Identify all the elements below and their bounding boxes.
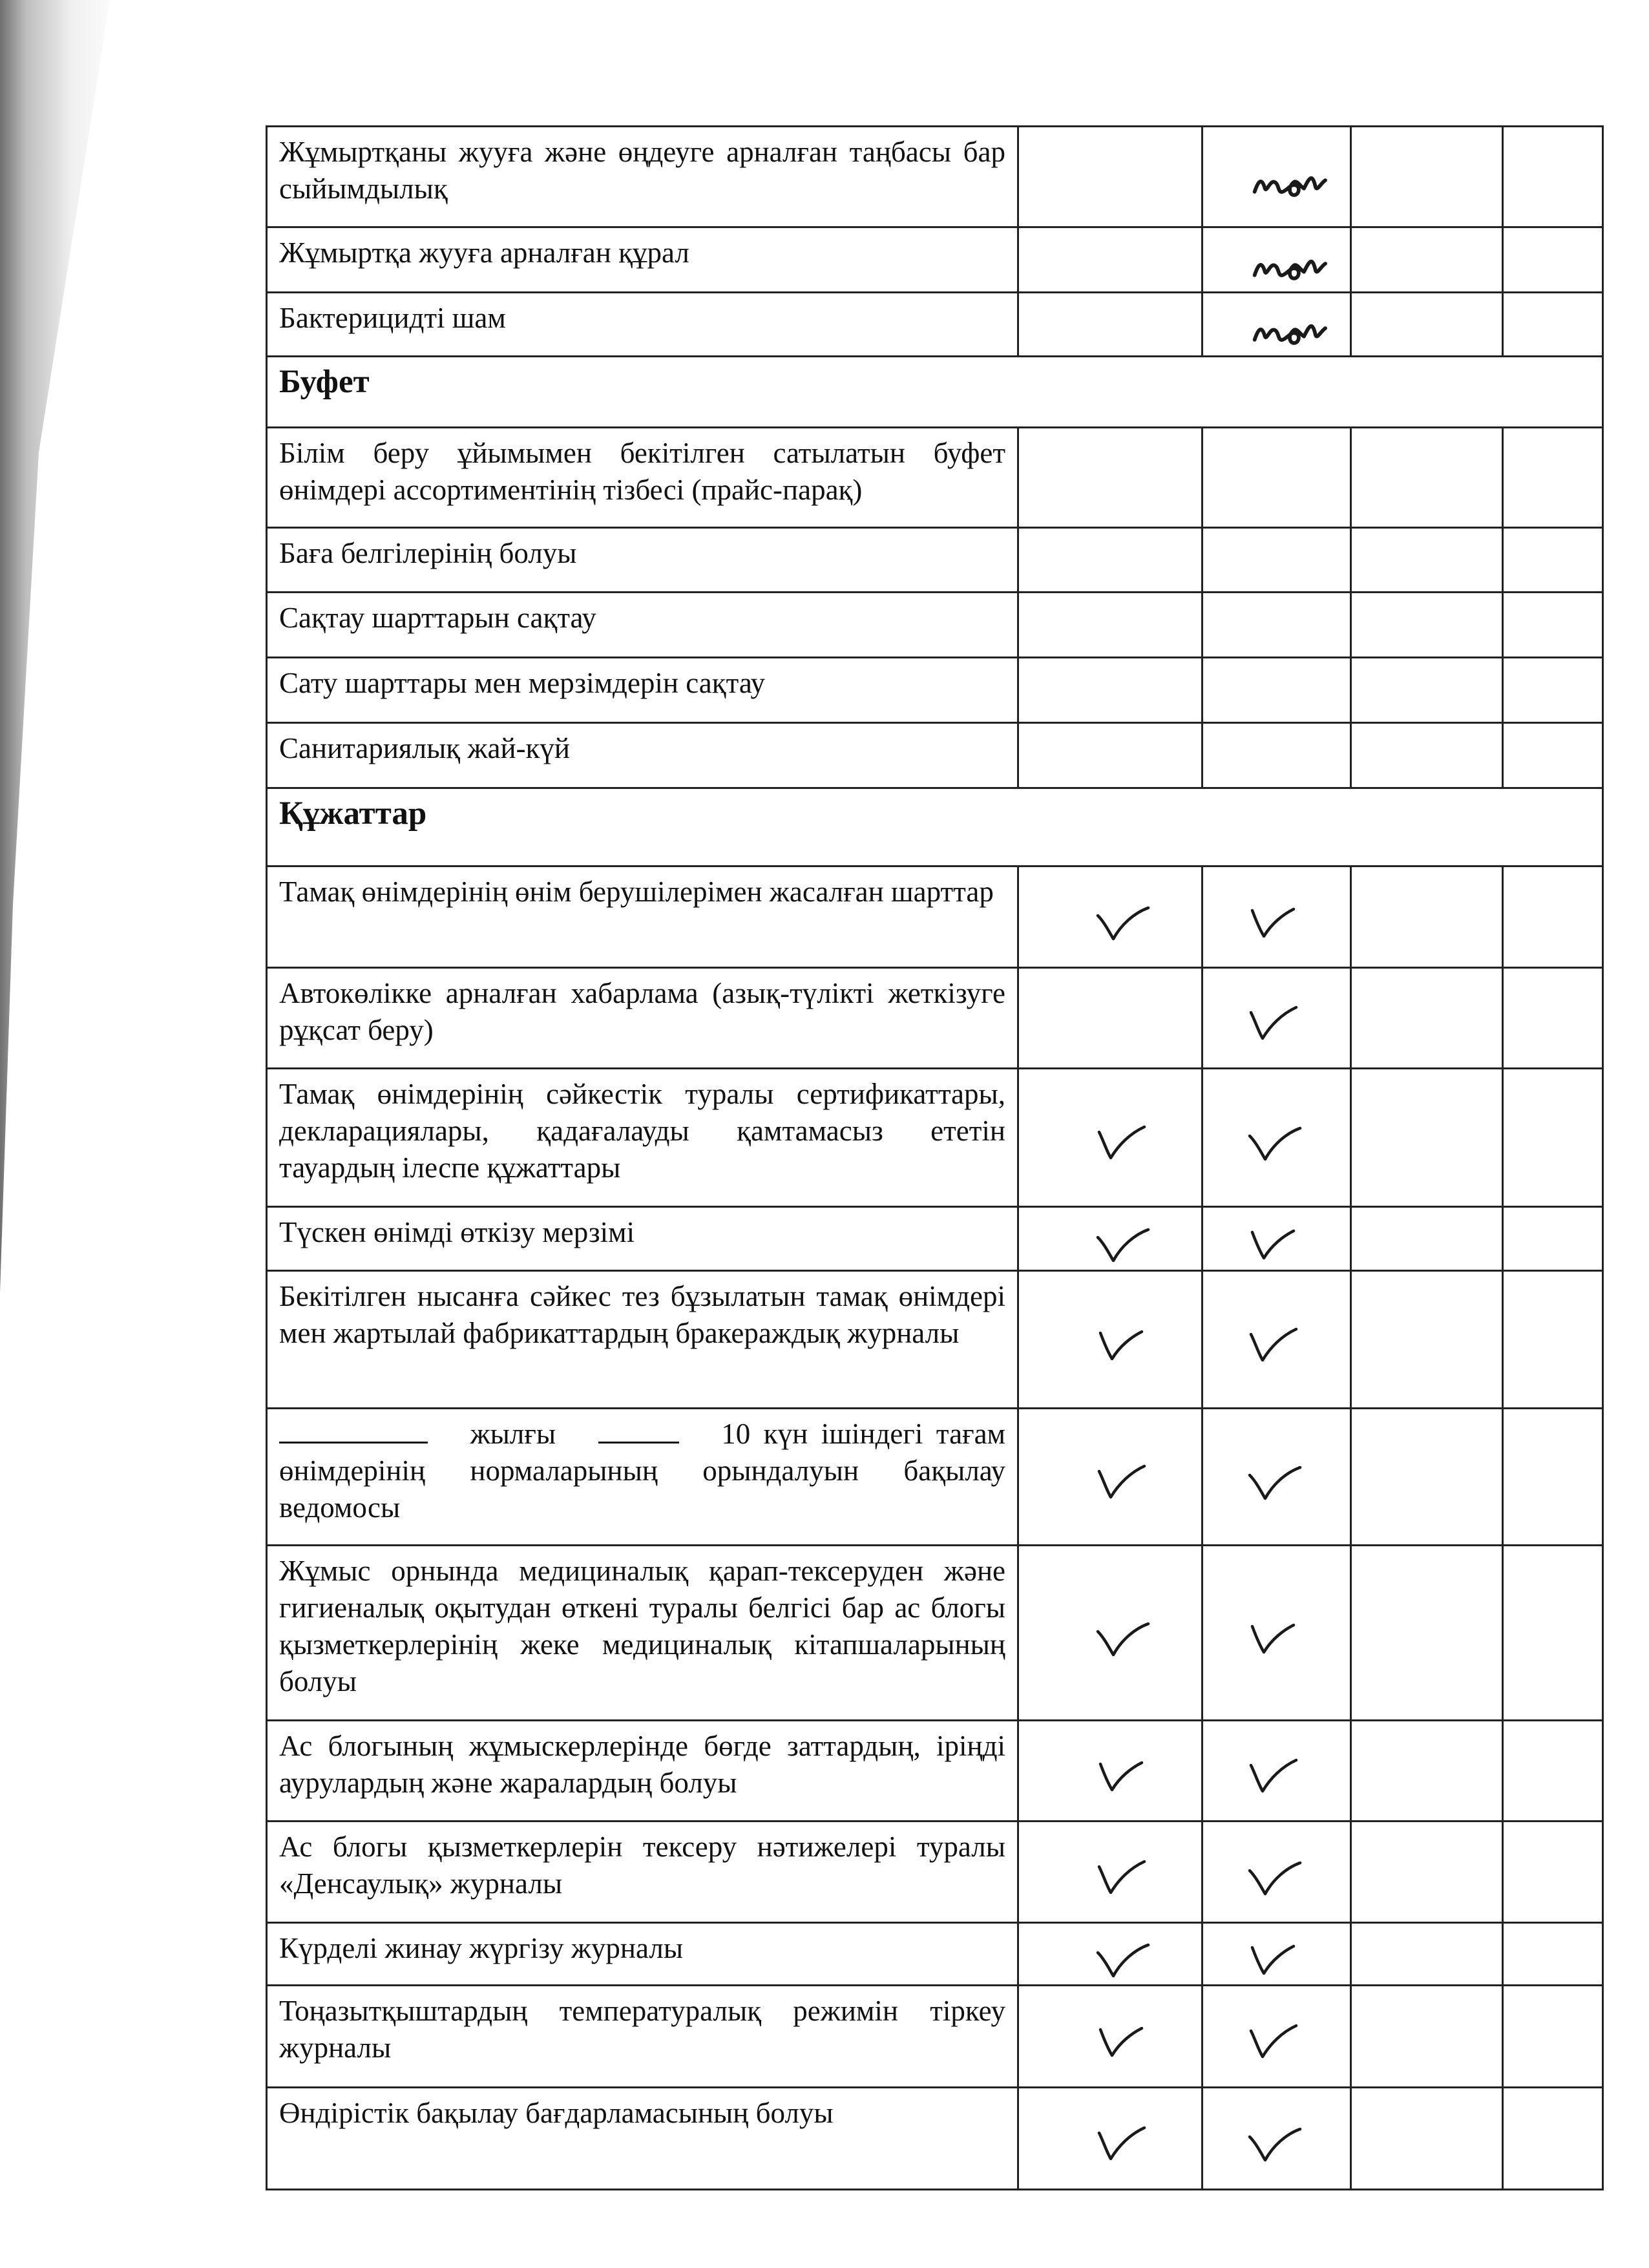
- mark-cell: [1018, 968, 1203, 1069]
- checkmark-icon: [1097, 2024, 1151, 2062]
- mark-cell: [1351, 1822, 1503, 1923]
- mark-cell: [1351, 1409, 1503, 1546]
- mark-cell: [1203, 428, 1351, 528]
- mark-cell: [1203, 528, 1351, 593]
- mark-cell: [1503, 723, 1603, 788]
- section-heading: Құжаттар: [267, 788, 1603, 866]
- checkmark-icon: [1097, 1126, 1151, 1163]
- mark-cell: [1203, 968, 1351, 1069]
- checkmark-icon: [1097, 1759, 1151, 1796]
- mark-cell: [1351, 293, 1503, 357]
- mark-cell: [1203, 658, 1351, 723]
- mark-cell: [1018, 227, 1203, 293]
- mark-cell: [1503, 528, 1603, 593]
- mark-cell: [1018, 658, 1203, 723]
- mark-cell: [1503, 428, 1603, 528]
- checkmark-icon: [1248, 1942, 1303, 1980]
- table-row: [267, 1721, 1603, 1822]
- checkmark-icon: [1248, 1227, 1303, 1265]
- table-row: [267, 593, 1603, 658]
- mark-cell: [1503, 1069, 1603, 1207]
- item-label: Баға белгілерінің болуы: [267, 528, 1018, 593]
- checkmark-icon: [1097, 1860, 1151, 1898]
- mark-cell: [1203, 1923, 1351, 1986]
- item-label: Автокөлікке арналған хабарлама (азық-түлікті жеткізуге рұқсат беру): [267, 968, 1018, 1069]
- mark-cell: [1503, 1546, 1603, 1721]
- table-row: [267, 293, 1603, 357]
- item-label: Тоңазытқыштардың температуралық режимін тіркеу журналы: [267, 1986, 1018, 2088]
- mark-cell: [1018, 1546, 1203, 1721]
- item-label: Сату шарттары мен мерзімдерін сақтау: [267, 658, 1018, 723]
- mark-cell: [1503, 866, 1603, 968]
- table-row: [267, 428, 1603, 528]
- mark-cell: [1018, 723, 1203, 788]
- mark-cell: [1351, 968, 1503, 1069]
- checkmark-icon: [1097, 1942, 1151, 1980]
- table-row: [267, 528, 1603, 593]
- checkmark-icon: [1097, 1465, 1151, 1502]
- mark-cell: [1018, 1207, 1203, 1271]
- table-row: [267, 2088, 1603, 2190]
- mark-cell: [1503, 127, 1603, 227]
- item-label: Күрделі жинау жүргізу журналы: [267, 1923, 1018, 1986]
- mark-cell: [1351, 593, 1503, 658]
- item-label: Жұмыртқаны жууға және өңдеуге арналған таңбасы бар сыйымдылық: [267, 127, 1018, 227]
- mark-cell: [1351, 428, 1503, 528]
- item-label: Бактерицидті шам: [267, 293, 1018, 357]
- table-row: [267, 1923, 1603, 1986]
- mark-cell: [1203, 723, 1351, 788]
- checkmark-icon: [1248, 1465, 1303, 1502]
- mark-cell: [1018, 1271, 1203, 1409]
- checkmark-icon: [1097, 1227, 1151, 1265]
- mark-cell: [1203, 1546, 1351, 1721]
- mark-cell: [1351, 1986, 1503, 2088]
- mark-cell: [1203, 2088, 1351, 2190]
- checkmark-icon: [1248, 905, 1303, 943]
- mark-cell: [1503, 1721, 1603, 1822]
- mark-cell: [1018, 528, 1203, 593]
- mark-cell: [1203, 593, 1351, 658]
- mark-cell: [1203, 1986, 1351, 2088]
- checkmark-icon: [1248, 1126, 1303, 1163]
- table-row: [267, 1409, 1603, 1546]
- handwritten-no-mark: [1229, 162, 1352, 198]
- item-label: Түскен өнімді өткізу мерзімі: [267, 1207, 1018, 1271]
- item-label: Өндірістік бақылау бағдарламасының болуы: [267, 2088, 1018, 2190]
- checkmark-icon: [1248, 2024, 1303, 2062]
- mark-cell: [1503, 227, 1603, 293]
- mark-cell: [1018, 1721, 1203, 1822]
- mark-cell: [1503, 1822, 1603, 1923]
- mark-cell: [1503, 1923, 1603, 1986]
- mark-cell: [1351, 2088, 1503, 2190]
- item-label: Санитариялық жай-күй: [267, 723, 1018, 788]
- mark-cell: [1503, 593, 1603, 658]
- mark-cell: [1018, 1822, 1203, 1923]
- checkmark-icon: [1097, 2126, 1151, 2164]
- mark-cell: [1503, 658, 1603, 723]
- mark-cell: [1018, 293, 1203, 357]
- table-row: [267, 968, 1603, 1069]
- table-row: [267, 1207, 1603, 1271]
- table-row: [267, 227, 1603, 293]
- mark-cell: [1351, 866, 1503, 968]
- mark-cell: [1351, 658, 1503, 723]
- table-row: [267, 1986, 1603, 2088]
- section-row: [267, 357, 1603, 428]
- mark-cell: [1203, 1271, 1351, 1409]
- mark-cell: [1351, 1721, 1503, 1822]
- mark-cell: [1503, 2088, 1603, 2190]
- mark-cell: [1203, 293, 1351, 357]
- mark-cell: [1018, 127, 1203, 227]
- handwritten-no-mark: [1229, 246, 1352, 282]
- table-row: [267, 866, 1603, 968]
- mark-cell: [1503, 1409, 1603, 1546]
- item-label: Сақтау шарттарын сақтау: [267, 593, 1018, 658]
- blank-rest-label: 10 күн ішіндегі тағам өнімдерінің нормаларының орындалуын бақылау ведомосы: [279, 1418, 1006, 1524]
- item-label: [267, 1409, 1018, 1546]
- checkmark-icon: [1097, 905, 1151, 943]
- mark-cell: [1018, 593, 1203, 658]
- mark-cell: [1351, 1207, 1503, 1271]
- mark-cell: [1018, 1069, 1203, 1207]
- checkmark-icon: [1248, 1860, 1303, 1898]
- table-row: [267, 723, 1603, 788]
- section-heading: Буфет: [267, 357, 1603, 428]
- checkmark-icon: [1097, 1621, 1151, 1659]
- item-label: Ас блогының жұмыскерлерінде бөгде заттардың, іріңді аурулардың және жаралардың болуы: [267, 1721, 1018, 1822]
- table-row: [267, 1822, 1603, 1923]
- checkmark-icon: [1248, 2126, 1303, 2164]
- mark-cell: [1351, 1069, 1503, 1207]
- scan-edge-shadow: [0, 0, 123, 2268]
- table-row: [267, 1069, 1603, 1207]
- mark-cell: [1203, 1721, 1351, 1822]
- blank-line: [598, 1416, 679, 1444]
- item-label: Білім беру ұйымымен бекітілген сатылатын буфет өнімдері ассортиментінің тізбесі (прайс-парақ): [267, 428, 1018, 528]
- mark-cell: [1203, 1069, 1351, 1207]
- mark-cell: [1203, 866, 1351, 968]
- mark-cell: [1503, 1271, 1603, 1409]
- checkmark-icon: [1248, 1621, 1303, 1659]
- table-row: [267, 1546, 1603, 1721]
- item-label: Жұмыртқа жууға арналған құрал: [267, 227, 1018, 293]
- mark-cell: [1018, 1986, 1203, 2088]
- mark-cell: [1203, 1409, 1351, 1546]
- handwritten-no-mark: [1229, 310, 1352, 346]
- mark-cell: [1203, 1822, 1351, 1923]
- mark-cell: [1351, 227, 1503, 293]
- mark-cell: [1018, 1923, 1203, 1986]
- mark-cell: [1351, 723, 1503, 788]
- mark-cell: [1203, 227, 1351, 293]
- checkmark-icon: [1248, 1759, 1303, 1796]
- mark-cell: [1503, 1986, 1603, 2088]
- item-label: Жұмыс орнында медициналық қарап-тексеруден және гигиеналық оқытудан өткені туралы белгісі бар ас блогы қызметкерлерінің жеке медициналық кітапшаларының болуы: [267, 1546, 1018, 1721]
- mark-cell: [1503, 293, 1603, 357]
- mark-cell: [1503, 968, 1603, 1069]
- mark-cell: [1351, 127, 1503, 227]
- item-label: Бекітілген нысанға сәйкес тез бұзылатын тамақ өнімдері мен жартылай фабрикаттардың бракераждық журналы: [267, 1271, 1018, 1409]
- mark-cell: [1503, 1207, 1603, 1271]
- section-row: [267, 788, 1603, 866]
- table-row: [267, 127, 1603, 227]
- mark-cell: [1351, 528, 1503, 593]
- mark-cell: [1018, 428, 1203, 528]
- item-label: Тамақ өнімдерінің өнім берушілерімен жасалған шарттар: [267, 866, 1018, 968]
- mark-cell: [1018, 2088, 1203, 2190]
- blank-line: [279, 1416, 428, 1444]
- mark-cell: [1351, 1271, 1503, 1409]
- item-label: Ас блогы қызметкерлерін тексеру нәтижелері туралы «Денсаулық» журналы: [267, 1822, 1018, 1923]
- item-label: Тамақ өнімдерінің сәйкестік туралы сертификаттары, декларациялары, қадағалауды қамтамасыз ететін тауардың ілеспе құжаттары: [267, 1069, 1018, 1207]
- mark-cell: [1203, 1207, 1351, 1271]
- mark-cell: [1351, 1923, 1503, 1986]
- mark-cell: [1203, 127, 1351, 227]
- mark-cell: [1018, 866, 1203, 968]
- table-row: [267, 1271, 1603, 1409]
- mark-cell: [1018, 1409, 1203, 1546]
- table-row: [267, 658, 1603, 723]
- mark-cell: [1351, 1546, 1503, 1721]
- checkmark-icon: [1248, 1328, 1303, 1365]
- checkmark-icon: [1248, 1006, 1303, 1044]
- checkmark-icon: [1097, 1328, 1151, 1365]
- checklist-table: [266, 125, 1604, 2190]
- blank-year-label: жылғы: [470, 1418, 556, 1450]
- checklist-body: [267, 127, 1603, 2190]
